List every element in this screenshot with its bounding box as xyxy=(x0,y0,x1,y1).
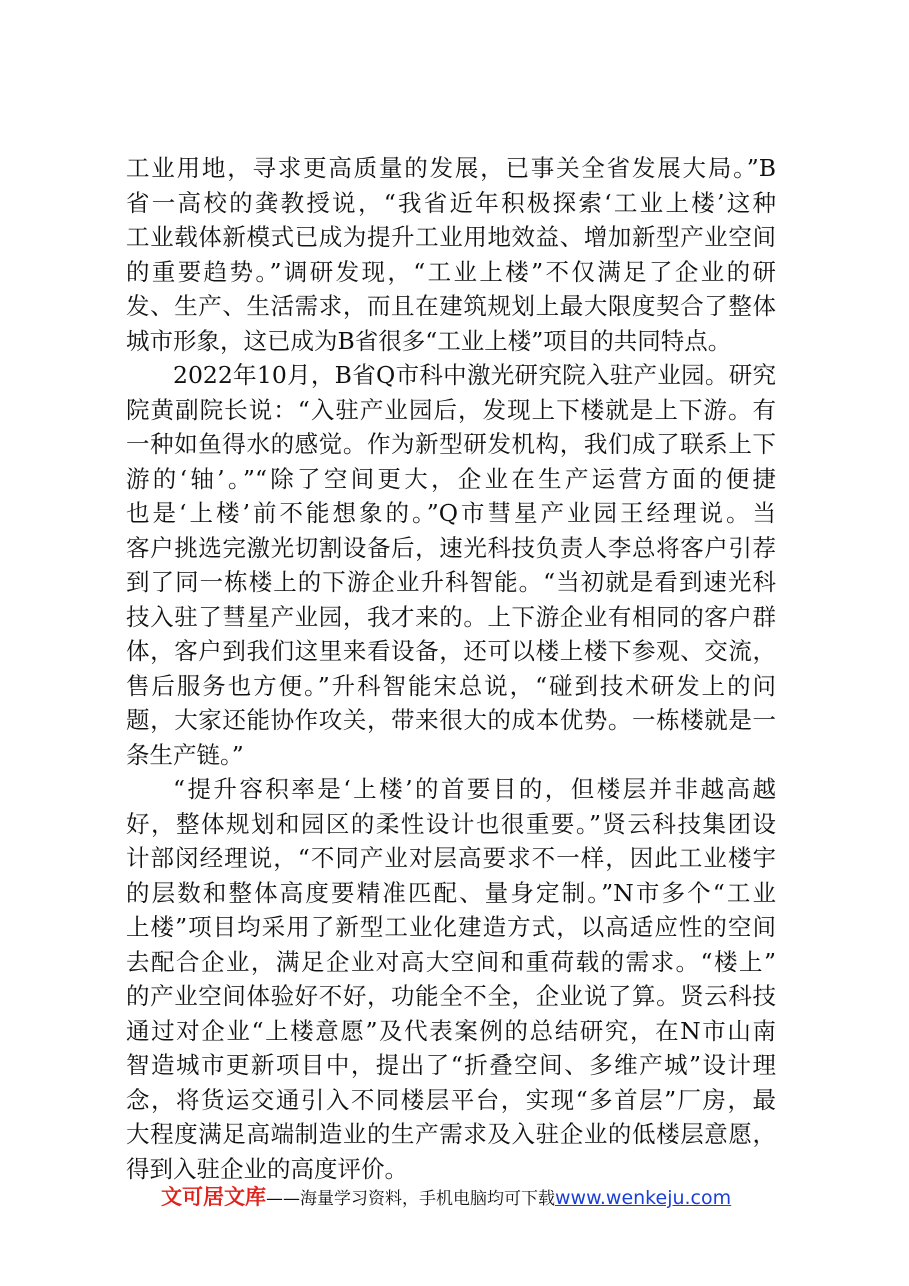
paragraph-line: 条生产链。” xyxy=(126,740,244,769)
paragraph-line: 工业用地，寻求更高质量的发展，已事关全省发展大局。”B xyxy=(126,154,776,182)
paragraph-line: 的产业空间体验好不好，功能全不全，企业说了算。贤云科技 xyxy=(126,982,776,1010)
paragraph-line: 游的‘轴’。”“除了空间更大，企业在生产运营方面的便捷 xyxy=(126,464,776,493)
paragraph-line: 也是‘上楼’前不能想象的。”Q市彗星产业园王经理说。当 xyxy=(126,499,776,527)
paragraph-line: 的重要趋势。”调研发现，“工业上楼”不仅满足了企业的研 xyxy=(126,257,776,286)
footer-brand: 文可居文库 xyxy=(161,1185,266,1209)
paragraph-line: 客户挑选完激光切割设备后，速光科技负责人李总将客户引荐 xyxy=(126,533,776,562)
paragraph-line: 售后服务也方便。”升科智能宋总说，“碰到技术研发上的问 xyxy=(126,671,776,700)
paragraph-line: 2022年10月，B省Q市科中激光研究院入驻产业园。研究 xyxy=(173,361,776,389)
paragraph-line: 计部闵经理说，“不同产业对层高要求不一样，因此工业楼宇 xyxy=(126,844,776,872)
paragraph-line: 上楼”项目均采用了新型工业化建造方式，以高适应性的空间 xyxy=(126,913,776,941)
paragraph-line: 院黄副院长说：“入驻产业园后，发现上下楼就是上下游。有 xyxy=(126,395,776,424)
paragraph-line: 去配合企业，满足企业对高大空间和重荷载的需求。“楼上” xyxy=(126,947,776,976)
paragraph-line: 城市形象，这已成为B省很多“工业上楼”项目的共同特点。 xyxy=(126,326,732,355)
paragraph-line: “提升容积率是‘上楼’的首要目的，但楼层并非越高越 xyxy=(173,775,776,803)
paragraph-line: 题，大家还能协作攻关，带来很大的成本优势。一栋楼就是一 xyxy=(126,706,776,734)
paragraph-line: 得到入驻企业的高度评价。 xyxy=(126,1154,408,1183)
footer-tagline: ——海量学习资料，手机电脑均可下载 xyxy=(266,1189,555,1209)
paragraph-line: 技入驻了彗星产业园，我才来的。上下游企业有相同的客户群 xyxy=(126,602,776,631)
paragraph-line: 体，客户到我们这里来看设备，还可以楼上楼下参观、交流， xyxy=(126,637,776,665)
paragraph-line: 通过对企业“上楼意愿”及代表案例的总结研究，在N市山南 xyxy=(126,1016,776,1045)
footer-website-link[interactable]: www.wenkeju.com xyxy=(555,1187,732,1209)
paragraph-line: 一种如鱼得水的感觉。作为新型研发机构，我们成了联系上下 xyxy=(126,430,776,458)
paragraph-line: 工业载体新模式已成为提升工业用地效益、增加新型产业空间 xyxy=(126,223,776,251)
paragraph-line: 的层数和整体高度要精准匹配、量身定制。”N市多个“工业 xyxy=(126,878,776,907)
paragraph-line: 念，将货运交通引入不同楼层平台，实现“多首层”厂房，最 xyxy=(126,1085,776,1114)
paragraph-line: 智造城市更新项目中，提出了“折叠空间、多维产城”设计理 xyxy=(126,1051,776,1079)
article-body xyxy=(126,151,776,1186)
paragraph-line: 好，整体规划和园区的柔性设计也很重要。”贤云科技集团设 xyxy=(126,809,776,838)
paragraph-line: 到了同一栋楼上的下游企业升科智能。“当初就是看到速光科 xyxy=(126,568,776,596)
paragraph-line: 发、生产、生活需求，而且在建筑规划上最大限度契合了整体 xyxy=(126,292,776,320)
footer-banner xyxy=(161,1182,781,1212)
paragraph-line: 省一高校的龚教授说，“我省近年积极探索‘工业上楼’这种 xyxy=(126,188,776,217)
paragraph-line: 大程度满足高端制造业的生产需求及入驻企业的低楼层意愿， xyxy=(126,1120,776,1148)
